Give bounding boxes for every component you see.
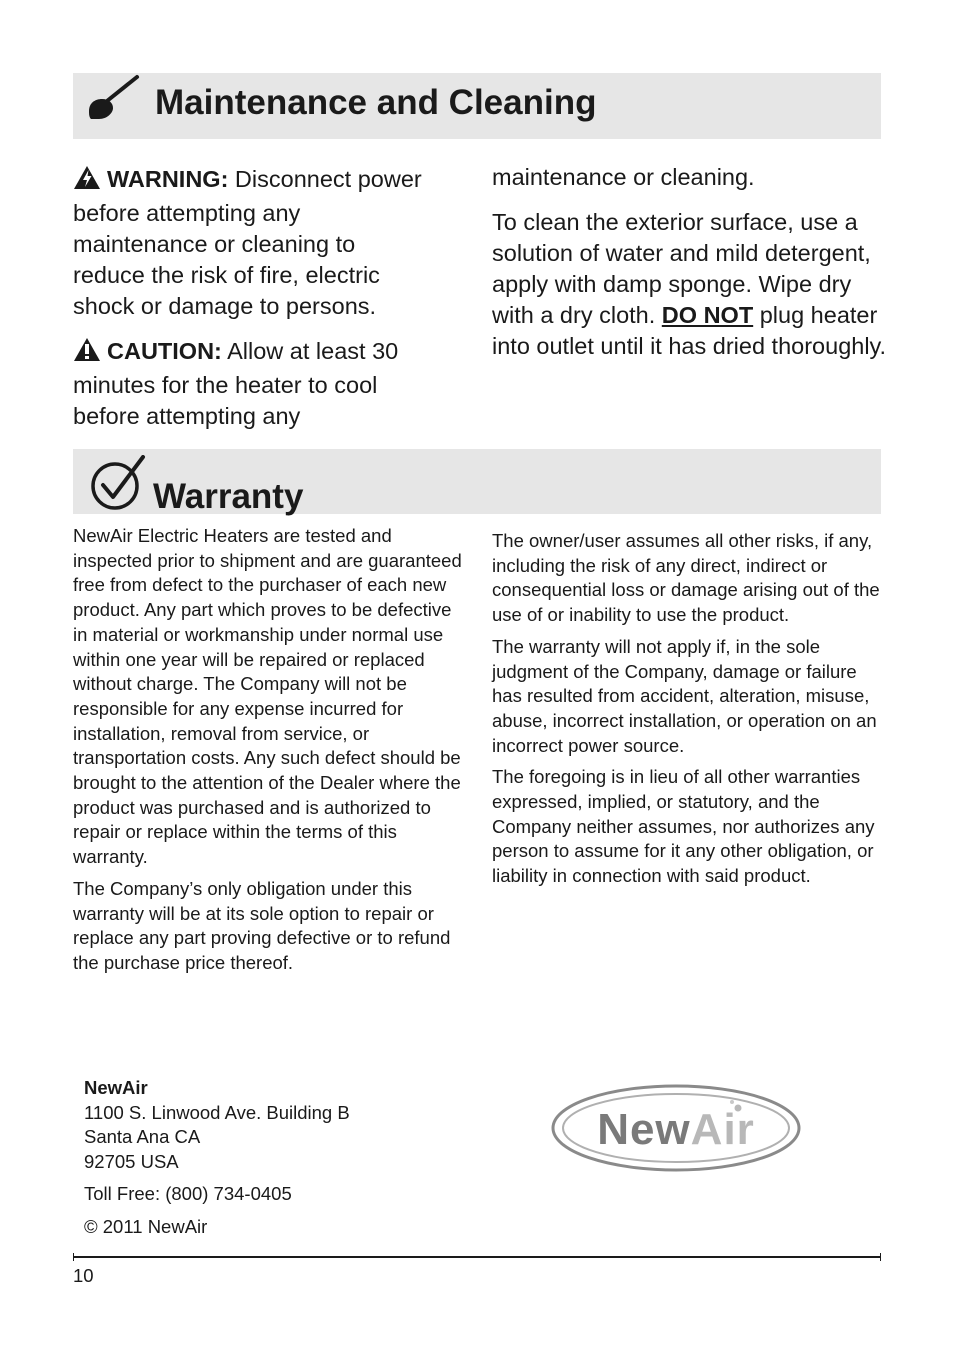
newair-logo [550, 1082, 804, 1179]
caution-paragraph [73, 336, 433, 432]
cleaning-text-before: To clean the exterior surface, use a solution of water and mild detergent, apply with damp sponge. Wipe dry with a dry cloth. [492, 209, 871, 328]
page-number: 10 [73, 1265, 94, 1286]
cleaning-text-after: plug heater into outlet until it has dried thoroughly. [492, 302, 887, 359]
warranty-paragraph: The owner/user assumes all other risks, if any, including the risk of any direct, indirect or consequential loss or damage arising out of the use of or inability to use the product. [492, 530, 880, 626]
maintenance-header [73, 73, 881, 139]
warranty-left-column [73, 524, 468, 976]
warranty-paragraph: The warranty will not apply if, in the sole judgment of the Company, damage or failure has resulted from accident, alteration, misuse, abuse, incorrect installation, or operation on an incorrect power source. [492, 635, 877, 756]
svg-text:NewAir [597, 1105, 755, 1154]
footer-divider [73, 1256, 881, 1258]
caution-triangle-icon [73, 337, 101, 370]
logo-text-new: New [597, 1105, 691, 1154]
warranty-header [73, 449, 881, 514]
maintenance-title: Maintenance and Cleaning [155, 83, 597, 122]
warranty-paragraph: The foregoing is in lieu of all other warranties expressed, implied, or statutory, and the Company neither assumes, nor authorizes any person to assume for it any other obligation, or liability in connection with said product. [492, 766, 875, 887]
cleaning-paragraph [492, 207, 892, 362]
warning-triangle-icon [73, 165, 101, 198]
address-line: 1100 S. Linwood Ave. Building B [84, 1101, 350, 1123]
maintenance-left-column [73, 164, 433, 432]
warning-paragraph [73, 164, 433, 322]
caution-text-part2: maintenance or cleaning. [492, 164, 755, 190]
warranty-right-column [492, 529, 887, 889]
maintenance-right-column [492, 162, 892, 362]
warranty-paragraph: NewAir Electric Heaters are tested and inspected prior to shipment and are guaranteed free from defect to the purchaser of each new product. Any part which proves to be defective in material or workmanship under normal use within one year will be repaired or replaced without charge. The Company will not be responsible for any expense incurred for installation, removal from service, or transportation costs. Any such defect should be brought to the attention of the Dealer where the product was purchased and is authorized to repair or replace within the terms of this warranty. [73, 525, 462, 868]
caution-label: CAUTION: [107, 338, 222, 364]
address-line: 92705 USA [84, 1151, 179, 1173]
copyright: © 2011 NewAir [84, 1215, 208, 1237]
caution-text-part1: Allow at least 30 minutes for the heater to cool before attempting any [73, 338, 399, 429]
address-line: Santa Ana CA [84, 1126, 201, 1148]
warranty-paragraph: The Company’s only obligation under this warranty will be at its sole option to repair or replace any part proving defective or to refund the purchase price thereof. [73, 877, 451, 973]
warning-text: Disconnect power before attempting any maintenance or cleaning to reduce the risk of fire, electric shock or damage to persons. [73, 166, 422, 319]
do-not-emphasis: DO NOT [661, 302, 754, 328]
phone-number: Toll Free: (800) 734-0405 [84, 1182, 292, 1204]
logo-text-air: Air [690, 1105, 755, 1154]
wrench-icon [85, 73, 145, 130]
checkmark-circle-icon [87, 455, 149, 516]
warning-label: WARNING: [107, 166, 229, 192]
contact-block [84, 1076, 350, 1239]
company-name: NewAir [84, 1077, 148, 1098]
warranty-title: Warranty [153, 477, 304, 516]
